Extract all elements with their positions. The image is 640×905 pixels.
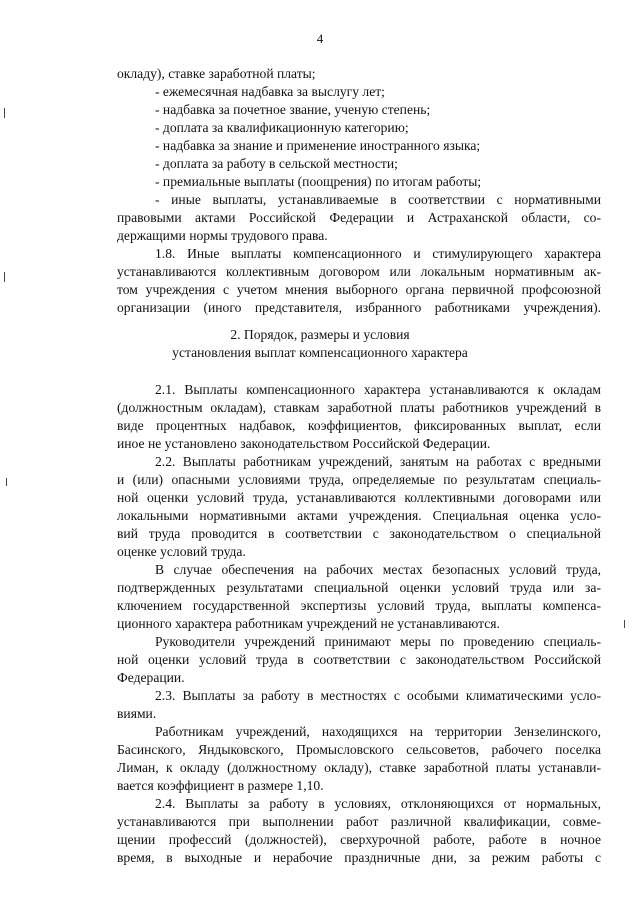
text-line: вий труда проводится в соответствии с законодательством о специальной (117, 526, 601, 541)
text-line: правовыми актами Российской Федерации и Астраханской области, со- (117, 210, 601, 225)
text-line: Работникам учреждений, находящихся на территории Зензелинского, (155, 724, 601, 739)
text-line: локальными нормативными актами учреждения. Специальная оценка усло- (117, 508, 601, 523)
text-line: - доплата за квалификационную категорию; (155, 120, 409, 135)
scan-mark (4, 108, 5, 118)
text-line: - премиальные выплаты (поощрения) по итогам работы; (155, 174, 482, 189)
text-line: - иные выплаты, устанавливаемые в соответствии с нормативными (155, 192, 601, 207)
text-line: окладу), ставке заработной платы; (117, 66, 316, 81)
text-line: устанавливаются коллективным договором или локальным нормативным ак- (117, 264, 601, 279)
section-heading-line: 2. Порядок, размеры и условия (230, 327, 410, 342)
text-line: ционного характера работникам учреждений не устанавливаются. (117, 616, 500, 631)
scan-mark (4, 272, 5, 282)
text-line: и (или) опасными условиями труда, определяемые по результатам специаль- (117, 472, 601, 487)
text-line: 1.8. Иные выплаты компенсационного и стимулирующего характера (155, 246, 601, 261)
text-line: иное не установлено законодательством Российской Федерации. (117, 436, 491, 451)
scan-mark (6, 478, 7, 486)
text-line: - ежемесячная надбавка за выслугу лет; (155, 84, 385, 99)
text-line: ключением государственной экспертизы условий труда, выплаты компенса- (117, 598, 601, 613)
text-line: (должностным окладам), ставкам заработной платы работников учреждений в (117, 400, 601, 415)
text-line: том учреждения с учетом мнения выборного органа первичной профсоюзной (117, 282, 601, 297)
text-line: щении профессий (должностей), сверхурочной работе, работе в ночное (117, 832, 601, 847)
text-line: - надбавка за почетное звание, ученую степень; (155, 102, 431, 117)
text-line: Лиман, к окладу (должностному окладу), ставке заработной платы устанавли- (117, 760, 601, 775)
text-line: Руководители учреждений принимают меры по проведению специаль- (155, 634, 601, 649)
text-line: В случае обеспечения на рабочих местах безопасных условий труда, (155, 562, 601, 577)
section-heading-line: установления выплат компенсационного характера (172, 345, 468, 360)
text-line: 2.2. Выплаты работникам учреждений, занятым на работах с вредными (155, 454, 601, 469)
text-line: устанавливаются при выполнении работ различной квалификации, совме- (117, 814, 601, 829)
text-line: оценке условий труда. (117, 544, 246, 559)
text-line: время, в выходные и нерабочие праздничные дни, за режим работы с (117, 850, 601, 865)
text-line: держащими нормы трудового права. (117, 228, 328, 243)
text-line: Федерации. (117, 670, 185, 685)
text-line: виями. (117, 706, 157, 721)
scan-mark (624, 620, 625, 628)
text-line: 2.4. Выплаты за работу в условиях, отклоняющихся от нормальных, (155, 796, 601, 811)
text-line: 2.3. Выплаты за работу в местностях с особыми климатическими усло- (155, 688, 601, 703)
text-line: организации (иного представителя, избранного работниками учреждения). (117, 300, 601, 315)
text-line: ной оценки условий труда, устанавливаются коллективными договорами или (117, 490, 601, 505)
text-line: - надбавка за знание и применение иностранного языка; (155, 138, 481, 153)
text-line: ной оценки условий труда в соответствии с законодательством Российской (117, 652, 601, 667)
text-line: Басинского, Яндыковского, Промысловского сельсоветов, рабочего поселка (117, 742, 601, 757)
text-line: вается коэффициент в размере 1,10. (117, 778, 324, 793)
text-line: 2.1. Выплаты компенсационного характера устанавливаются к окладам (155, 382, 601, 397)
text-line: - доплата за работу в сельской местности; (155, 156, 398, 171)
page-number: 4 (316, 31, 324, 46)
text-line: виде процентных надбавок, коэффициентов, фиксированных выплат, если (117, 418, 601, 433)
text-line: подтвержденных результатами специальной оценки условий труда или за- (117, 580, 601, 595)
